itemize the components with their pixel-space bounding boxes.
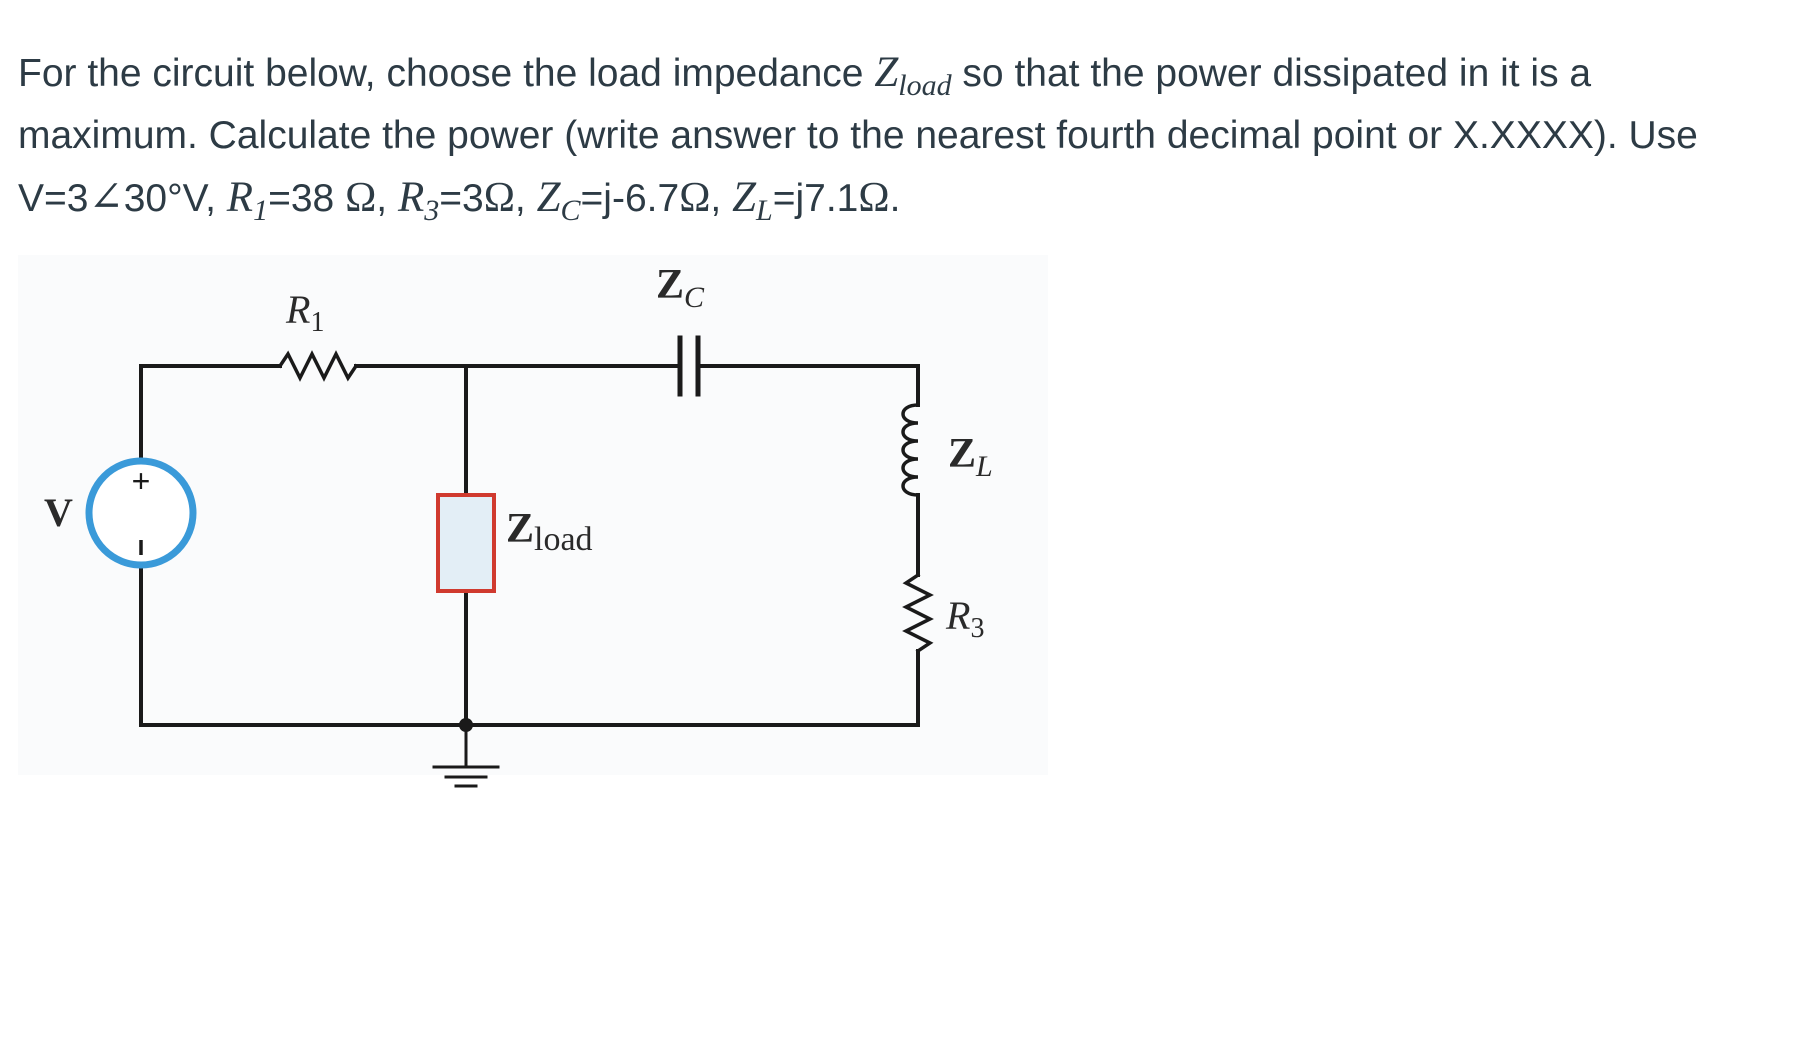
label-r1-subscript: 1 <box>310 307 325 338</box>
label-zl-letter: Z <box>948 431 977 477</box>
r3-value: =3 <box>439 177 484 220</box>
z-load-letter: Z <box>874 49 899 96</box>
sentence-end: . <box>889 177 901 220</box>
circuit-diagram <box>18 255 1058 815</box>
separator-3: , <box>710 177 733 220</box>
angle-symbol: ∠ <box>88 175 124 221</box>
ground-junction-dot <box>459 718 473 732</box>
question-text-1b: so that the power dissipated in it is a <box>951 52 1592 95</box>
label-r3-letter: R <box>946 593 971 638</box>
zc-letter: Z <box>536 174 561 221</box>
z-load-symbol <box>874 49 952 102</box>
label-r3-subscript: 3 <box>970 613 985 644</box>
v-value-pre: V=3 <box>18 177 89 220</box>
label-zl-subscript: L <box>976 450 993 483</box>
r1-value: =38 <box>268 177 346 220</box>
ohm-symbol-2: Ω <box>483 175 515 221</box>
zc-value: =j-6.7 <box>580 177 680 220</box>
load-impedance-box <box>438 495 494 591</box>
question-text <box>18 42 1798 230</box>
question-line-2: maximum. Calculate the power (write answer to the nearest fourth decimal point or X.XXXX). Use <box>18 114 1698 157</box>
r3-subscript: 3 <box>424 194 440 227</box>
source-plus-sign: + <box>131 463 151 499</box>
zl-value: =j7.1 <box>772 177 859 220</box>
v-value-post: 30°V, <box>123 177 227 220</box>
label-zc-letter: Z <box>656 262 685 308</box>
zl-symbol <box>732 174 773 227</box>
r1-symbol <box>226 174 269 227</box>
question-line-1 <box>18 42 1798 105</box>
label-zc-subscript: C <box>684 281 705 314</box>
z-load-subscript: load <box>898 69 952 102</box>
zl-letter: Z <box>732 174 756 221</box>
label-zload-letter: Z <box>506 506 535 552</box>
zl-subscript: L <box>756 194 773 227</box>
r3-letter: R <box>397 174 425 221</box>
label-zload-subscript: load <box>534 521 593 558</box>
question-line-3 <box>18 167 1798 230</box>
zc-subscript: C <box>560 194 581 227</box>
separator-1: , <box>376 177 398 220</box>
r1-letter: R <box>226 174 254 221</box>
question-text-1a: For the circuit below, choose the load impedance <box>18 52 875 95</box>
ohm-symbol-1: Ω <box>345 175 377 221</box>
zc-symbol <box>536 174 581 227</box>
r1-subscript: 1 <box>253 194 269 227</box>
separator-2: , <box>514 177 537 220</box>
r3-symbol <box>397 174 440 227</box>
ohm-symbol-4: Ω <box>858 175 890 221</box>
ohm-symbol-3: Ω <box>679 175 711 221</box>
label-v: V <box>44 490 73 535</box>
label-r1-letter: R <box>286 287 311 332</box>
